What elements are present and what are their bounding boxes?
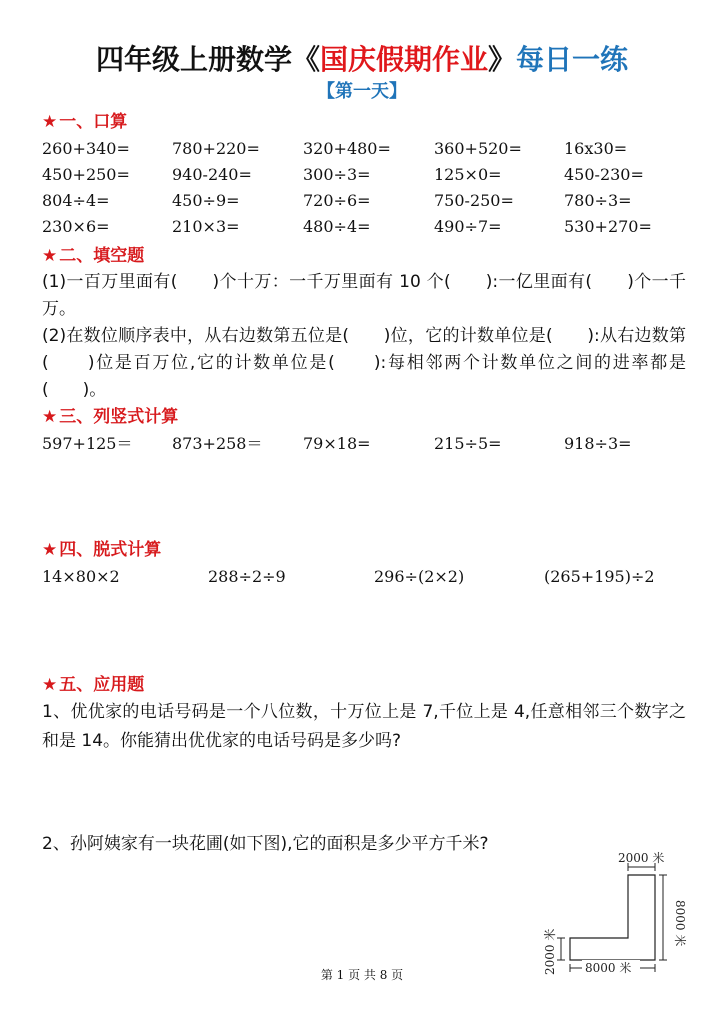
page-footer: 第 1 页 共 8 页 [320, 968, 404, 982]
stepwise-row [42, 564, 702, 590]
oral-item: 450-230= [564, 165, 644, 184]
oral-item: 230×6= [42, 217, 110, 236]
oral-row [42, 188, 702, 214]
oral-item: 260+340= [42, 139, 130, 158]
top-dimension-label: 2000 米 [618, 851, 665, 865]
section-fill-heading: ★ 二、填空题 [42, 246, 145, 266]
vertical-item: 597+125＝ [42, 434, 133, 453]
application-question-1: 1、优优家的电话号码是一个八位数，十万位上是 7,千位上是 4,任意相邻三个数字之和是 14。你能猜出优优家的电话号码是多少吗? [42, 702, 686, 751]
stepwise-item: (265+195)÷2 [544, 567, 655, 586]
page-title: 四年级上册数学《国庆假期作业》每日一练 [95, 43, 629, 76]
section-stepwise-heading: ★ 四、脱式计算 [42, 540, 162, 560]
oral-item: 210×3= [172, 217, 240, 236]
left-dimension-label: 2000 米 [543, 928, 557, 975]
star-icon: ★ [42, 407, 58, 427]
oral-item: 320+480= [303, 139, 391, 158]
application-question-2: 2、孙阿姨家有一块花圃(如下图),它的面积是多少平方千米? [42, 834, 489, 854]
oral-row [42, 136, 702, 162]
star-icon: ★ [42, 675, 58, 695]
star-icon: ★ [42, 112, 58, 132]
oral-item: 300÷3= [303, 165, 371, 184]
section-application-heading: ★ 五、应用题 [42, 675, 145, 695]
oral-item: 940-240= [172, 165, 252, 184]
section-oral-heading: ★ 一、口算 [42, 112, 128, 132]
vertical-item: 873+258＝ [172, 434, 263, 453]
oral-item: 125×0= [434, 165, 502, 184]
oral-item: 480÷4= [303, 217, 371, 236]
fill-question-2: (2)在数位顺序表中，从右边数第五位是( )位，它的计数单位是( ):从右边数第( )位是百万位,它的计数单位是( ):每相邻两个计数单位之间的进率都是( )。 [42, 326, 686, 400]
vertical-row [42, 431, 702, 457]
oral-item: 490÷7= [434, 217, 502, 236]
vertical-item: 79×18= [303, 434, 371, 453]
oral-item: 16x30= [564, 139, 628, 158]
oral-item: 360+520= [434, 139, 522, 158]
garden-figure [530, 840, 720, 985]
oral-item: 530+270= [564, 217, 652, 236]
vertical-item: 918÷3= [564, 434, 632, 453]
fill-question-1: (1)一百万里面有( )个十万：一千万里面有 10 个( ):一亿里面有( )个一千万。 [42, 272, 686, 319]
stepwise-item: 288÷2÷9 [208, 567, 286, 586]
oral-item: 780+220= [172, 139, 260, 158]
garden-l-shape [570, 875, 655, 960]
oral-item: 450+250= [42, 165, 130, 184]
oral-item: 804÷4= [42, 191, 110, 210]
oral-row [42, 214, 702, 240]
stepwise-item: 14×80×2 [42, 567, 120, 586]
bottom-dimension-label: 8000 米 [585, 961, 632, 975]
oral-item: 450÷9= [172, 191, 240, 210]
right-dimension-label: 8000 米 [673, 900, 687, 947]
stepwise-item: 296÷(2×2) [374, 567, 465, 586]
day-subtitle: 【第一天】 [317, 81, 407, 102]
vertical-item: 215÷5= [434, 434, 502, 453]
oral-row [42, 162, 702, 188]
oral-item: 750-250= [434, 191, 514, 210]
oral-item: 780÷3= [564, 191, 632, 210]
section-vertical-heading: ★ 三、列竖式计算 [42, 407, 179, 427]
oral-item: 720÷6= [303, 191, 371, 210]
star-icon: ★ [42, 540, 58, 560]
star-icon: ★ [42, 246, 58, 266]
